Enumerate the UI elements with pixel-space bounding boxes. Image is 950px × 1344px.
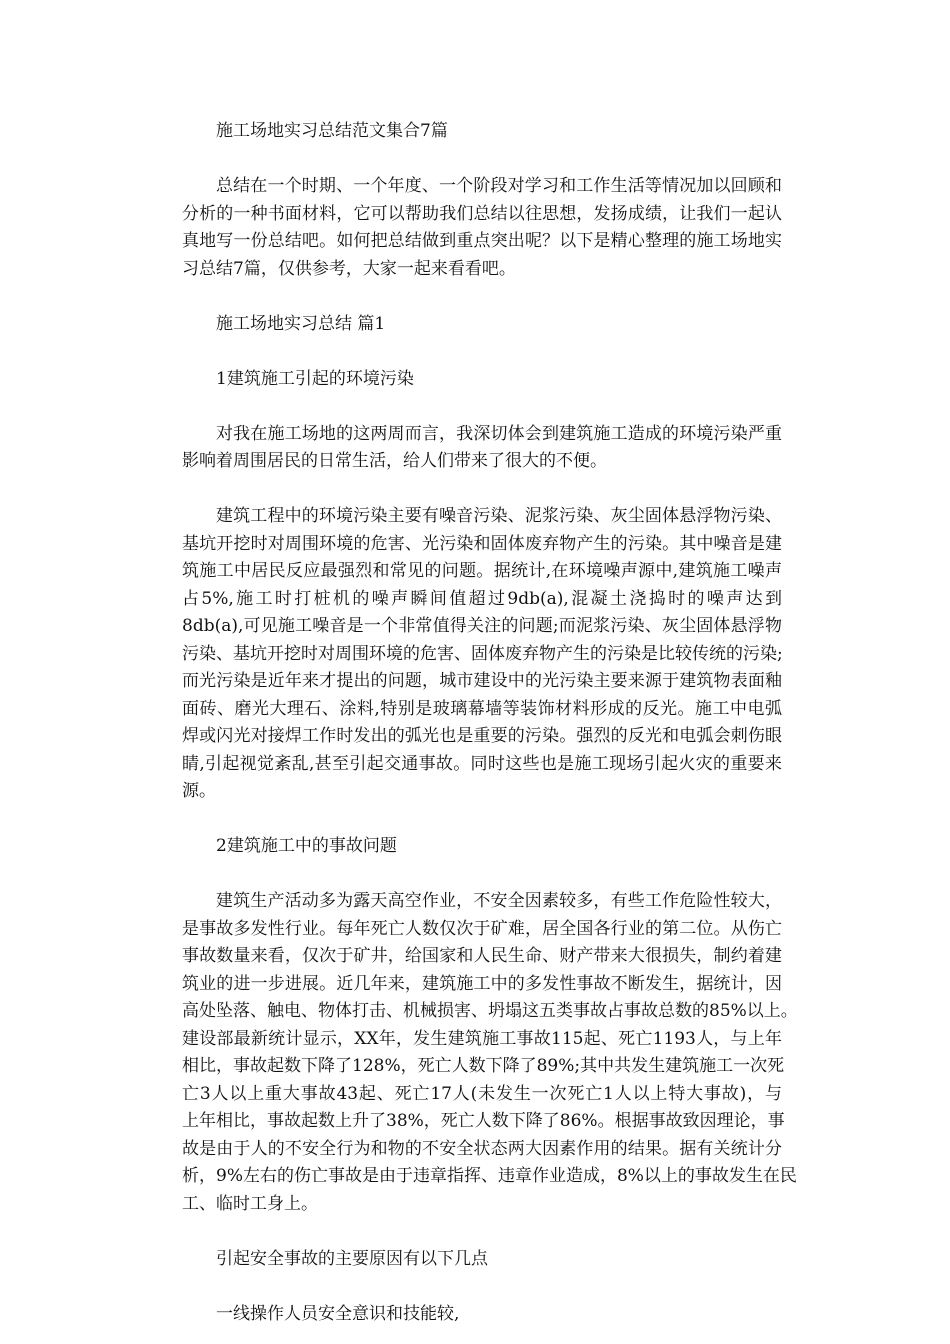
text-line: 习总结7篇，仅供参考，大家一起来看看吧。: [182, 258, 516, 279]
text-line: 影响着周围居民的日常生活，给人们带来了很大的不便。: [182, 451, 607, 471]
text-line: 故是由于人的不安全行为和物的不安全状态两大因素作用的结果。据有关统计分: [182, 1138, 782, 1159]
text-line: 真地写一份总结吧。如何把总结做到重点突出呢？以下是精心整理的施工场地实: [182, 231, 782, 251]
text-line: 基坑开挖时对周围环境的危害、光污染和固体废弃物产生的污染。其中噪音是建: [182, 533, 782, 554]
section-heading: 2建筑施工中的事故问题: [216, 836, 397, 856]
intro-paragraph: [182, 173, 782, 283]
section2-paragraph: [182, 888, 798, 1218]
text-line: 污染、基坑开挖时对周围环境的危害、固体废弃物产生的污染是比较传统的污染;: [182, 643, 783, 664]
text-line: 8db(a),可见施工噪音是一个非常值得关注的问题;而泥浆污染、灰尘固体悬浮物: [182, 616, 782, 636]
text-line: 面砖、磨光大理石、涂料,特别是玻璃幕墙等装饰材料形成的反光。施工中电弧: [182, 698, 782, 719]
text-line: 事故数量来看，仅次于矿井，给国家和人民生命、财产带来大很损失，制约着建: [182, 946, 782, 966]
document-body: [182, 118, 798, 1328]
text-line: 而光污染是近年来才提出的问题，城市建设中的光污染主要来源于建筑物表面釉: [182, 671, 782, 691]
text-line: 高处坠落、触电、物体打击、机械损害、坍塌这五类事故占事故总数的85%以上。: [182, 1001, 798, 1021]
section1-paragraph-1: [182, 421, 782, 476]
text-line: 总结在一个时期、一个年度、一个阶段对学习和工作生活等情况加以回顾和: [216, 176, 782, 196]
section-heading: 1建筑施工引起的环境污染: [216, 368, 414, 389]
text-line: 建设部最新统计显示，XX年，发生建筑施工事故115起、死亡1193人，与上年: [182, 1028, 782, 1049]
text-line: 上年相比，事故起数上升了38%，死亡人数下降了86%。根据事故致因理论，事: [182, 1111, 785, 1131]
text-line: 是事故多发性行业。每年死亡人数仅次于矿难，居全国各行业的第二位。从伤亡: [182, 918, 782, 939]
text-line: 对我在施工场地的这两周而言，我深切体会到建筑施工造成的环境污染严重: [216, 423, 782, 444]
text-line: 睛,引起视觉紊乱,甚至引起交通事故。同时这些也是施工现场引起火灾的重要来: [182, 753, 782, 774]
text-line: 析，9%左右的伤亡事故是由于违章指挥、违章作业造成，8%以上的事故发生在民: [182, 1166, 797, 1186]
text-line: 建筑生产活动多为露天高空作业，不安全因素较多，有些工作危险性较大，: [216, 891, 782, 911]
text-line: 筑业的进一步进展。近几年来，建筑施工中的多发性事故不断发生，据统计，因: [182, 973, 782, 994]
chapter-heading: 施工场地实习总结 篇1: [216, 313, 386, 334]
text-line: 相比，事故起数下降了128%，死亡人数下降了89%;其中共发生建筑施工一次死: [182, 1056, 785, 1076]
causes-heading: 引起安全事故的主要原因有以下几点: [216, 1248, 488, 1269]
text-line: 亡3人以上重大事故43起、死亡17人(未发生一次死亡1人以上特大事故)，与: [182, 1083, 782, 1104]
document-title: 施工场地实习总结范文集合7篇: [216, 121, 448, 141]
text-line: 建筑工程中的环境污染主要有噪音污染、泥浆污染、灰尘固体悬浮物污染、: [216, 506, 782, 526]
text-line: 占5%,施工时打桩机的噪声瞬间值超过9db(a),混凝土浇捣时的噪声达到: [182, 588, 782, 609]
text-line: 源。: [182, 781, 216, 801]
text-line: 一线操作人员安全意识和技能较,: [216, 1303, 460, 1324]
text-line: 筑施工中居民反应最强烈和常见的问题。据统计,在环境噪声源中,建筑施工噪声: [182, 561, 782, 581]
text-line: 工、临时工身上。: [182, 1193, 318, 1214]
section1-paragraph-2: [182, 503, 782, 806]
text-line: 焊或闪光对接焊工作时发出的弧光也是重要的污染。强烈的反光和电弧会刺伤眼: [182, 726, 782, 746]
text-line: 分析的一种书面材料，它可以帮助我们总结以往思想，发扬成绩，让我们一起认: [182, 203, 782, 224]
